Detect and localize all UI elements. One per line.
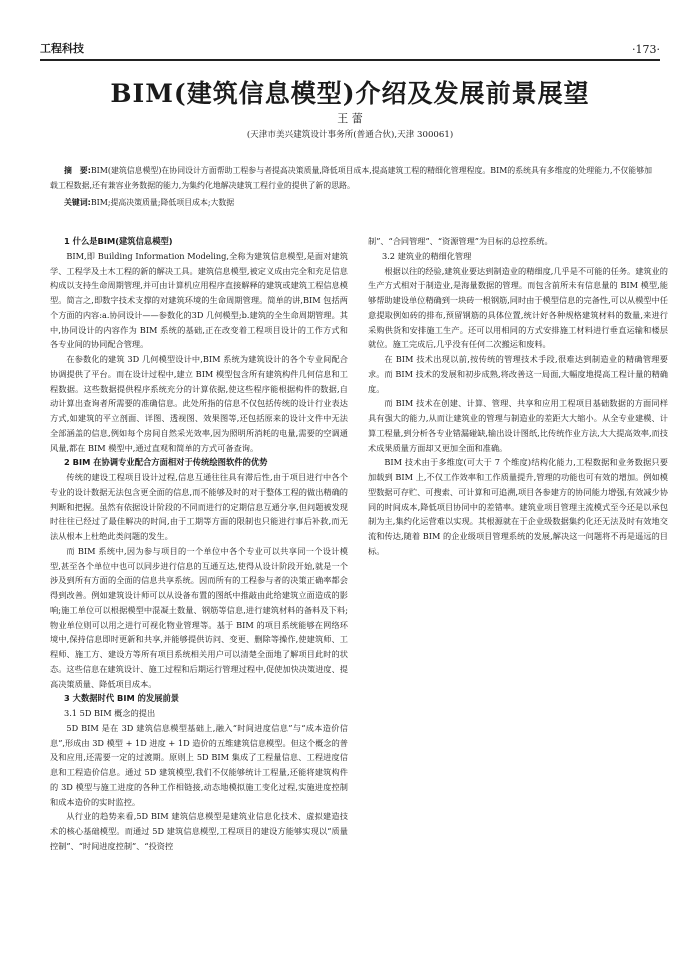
section-heading-2: 2 BIM 在协调专业配合方面相对于传统绘图软件的优势 (64, 457, 268, 468)
section-heading-3: 3 大数据时代 BIM 的发展前景 (64, 693, 180, 704)
paragraph-continued: 制”、“合同管理”、“资源管理”为目标的总控系统。 (368, 236, 553, 246)
paragraph: 在参数化的建筑 3D 几何模型设计中,BIM 系统为建筑设计的各个专业间配合协调提供了平台。而在设计过程中,建立 BIM 模型包含所有建筑构件几何信息和工程数据。这些数据提供程序系统充分的计算依据,使这些程序能根据构件的数据,自动计算出查询者所需要的准确信息。此处所指的信息不仅包括传统的设计行业表达方式,如建筑的平立剖面、详图、透视图、效果图等,还包括原来的设计文件中无法全部涵盖的信息,例如每个房间自然采光效率,因为照明所消耗的电量,需要的空调通风量,都在 BIM 模型中,通过直观和简单的方式可备查询。 (50, 354, 348, 453)
journal-name: 工程科技 (40, 42, 84, 55)
paragraph: 传统的建设工程项目设计过程,信息互通往往具有滞后性,由于项目进行中各个专业的设计数据无法包含更全面的信息,而不能够及时的对于整体工程的做出精确的判断和把握。虽然有依据设计阶段的不同而进行的定期信息互通分享,但问题被发现时往往已经过了最佳解决的时间,由于工期等方面的限制也只能进行事后补救,而无法从根本上杜绝此类问题的发生。 (50, 472, 348, 541)
keywords-text: BIM;提高决策质量;降低项目成本;大数据 (90, 198, 235, 207)
subsection-heading-3-2: 3.2 建筑业的精细化管理 (382, 250, 472, 261)
paragraph: BIM 技术由于多维度(可大于 7 个维度)结构化能力,工程数据和业务数据只要加载到 BIM 上,不仅工作效率和工作质量提升,管理的功能也可有效的增加。例如模型数据可存贮、可搜索、可计算和可追溯,项目各参建方的协同能力增强,有效减少协同的时间成本,降低项目协同中的差错率。建筑业项目管理主流模式至今还是以承包制为主,集约化运营难以实现。其根源就在于企业级数据集约化还无法及时有效地交流和传达,随着 BIM 的企业级项目管理系统的发展,解决这一问题将不再是遥远的目标。 (368, 457, 668, 556)
abstract (50, 163, 652, 210)
paragraph: BIM,即 Building Information Modeling,全称为建筑信息模型,是面对建筑学、工程学及土木工程的新的解决工具。建筑信息模型,被定义成由完全和充足信息构成以支持生命周期管理,并可由计算机应用程序直接解释的建筑或建筑工程信息模型。简言之,即数字技术支撑的对建筑环境的生命周期管理。简单的讲,BIM 包括两个方面的内容:a.协同设计——参数化的3D 几何模型;b.建筑的全生命周期管理。其中,协同设计的内容作为 BIM 系统的基础,正在改变着工程项目设计的工作方式和各专业间的协同配合管理。 (50, 250, 348, 350)
paragraph: 在 BIM 技术出现以前,按传统的管理技术手段,很难达到制造业的精确管理要求。而 BIM 技术的发展和初步成熟,将改善这一局面,大幅度地提高工程计量的精确度。 (368, 354, 668, 394)
abstract-body (50, 163, 652, 193)
keywords-label: 关键词: (64, 198, 91, 207)
author: 王 蕾 (337, 112, 363, 125)
paragraph: 而 BIM 系统中,因为参与项目的一个单位中各个专业可以共享同一个设计模型,甚至各个单位中也可以同步进行信息的互通互达,使得从设计阶段开始,就是一个涉及到所有方面的全面的信息共享系统。因而所有的工程参与者的决策正确率都会得到改善。例如建筑设计师可以从设备布置的图纸中推敲由此给建筑立面造成的影响;施工单位可以根据模型中混凝土数量、钢筋等信息,进行建筑材料的备料及下料;物业单位则可以用之进行可视化物业管理等。基于 BIM 的项目系统能够在网络环境中,保持信息即时更新和共享,并能够提供访问、变更、删除等操作,使建筑师、工程师、施工方、建设方等所有项目系统相关用户可以清楚全面地了解项目此时的状态。这些信息在建筑设计、施工过程和后期运行管理过程中,促使加快决策进度、提高决策质量、降低项目成本。 (50, 545, 348, 689)
right-column (368, 234, 668, 559)
affiliation: (天津市美兴建筑设计事务所(普通合伙),天津 300061) (246, 130, 454, 140)
abstract-label: 摘 要: (64, 166, 91, 175)
paragraph: 根据以往的经验,建筑业要达到制造业的精细度,几乎是不可能的任务。建筑业的生产方式相对于制造业,是海量数据的管理。而包含前所未有信息量的 BIM 模型,能够帮助建设单位精确到一块砖一根钢筋,同时由于模型信息的完备性,可以从模型中任意提取例如砖的排布,预留钢筋的具体位置,统计好各种规格建筑材料的数量,来进行采购供货和安排施工生产。还可以用相同的方式安排施工材料进行垂直运输和楼层就位。施工完成后,几乎没有任何二次搬运和废料。 (368, 265, 668, 350)
paragraph: 从行业的趋势来看,5D BIM 建筑信息模型是建筑业信息化技术、虚拟建造技术的核心基础模型。而通过 5D 建筑信息模型,工程项目的建设方能够实现以“质量控制”、“时间进度控制”、“投资控 (50, 811, 348, 851)
subsection-heading-3-1: 3.1 5D BIM 概念的提出 (64, 708, 156, 718)
paragraph: 而 BIM 技术在创建、计算、管理、共享和应用工程项目基础数据的方面同样具有强大的能力,从而让建筑业的管理与制造业的差距大大缩小。从全专业建模、计算工程量,到分析各专业错漏碰缺,输出设计图纸,比传统作业方法,大大提高效率,而技术成果质量方面却又更加全面和准确。 (368, 398, 668, 453)
left-column (50, 234, 348, 854)
article-title: BIM(建筑信息模型)介绍及发展前景展望 (110, 79, 590, 108)
section-heading-1: 1 什么是BIM(建筑信息模型) (64, 236, 173, 246)
running-header (40, 38, 660, 61)
page-number: ·173· (632, 43, 660, 56)
paragraph: 5D BIM 是在 3D 建筑信息模型基础上,融入“时间进度信息”与“成本造价信息”,形成由 3D 模型 + 1D 进度 + 1D 造价的五维建筑信息模型。但这个概念的普及和应用,还需要一定的过渡期。原则上 5D BIM 集成了工程量信息、工程进度信息和工程造价信息。通过 5D 建筑模型,我们不仅能够统计工程量,还能将建筑构件的 3D 模型与施工进度的各种工作相链接,动态地模拟施工变化过程,实施进度控制和成本造价的实时监控。 (50, 722, 348, 807)
abstract-text: BIM(建筑信息模型)在协同设计方面帮助工程参与者提高决策质量,降低项目成本,提高建筑工程的精细化管理程度。BIM的系统具有多维度的处理能力,不仅能够加载工程数据,还有兼容业务数据的能力,为集约化地解决建筑工程行业的提供了新的思路。 (50, 166, 652, 190)
keywords (50, 195, 652, 210)
